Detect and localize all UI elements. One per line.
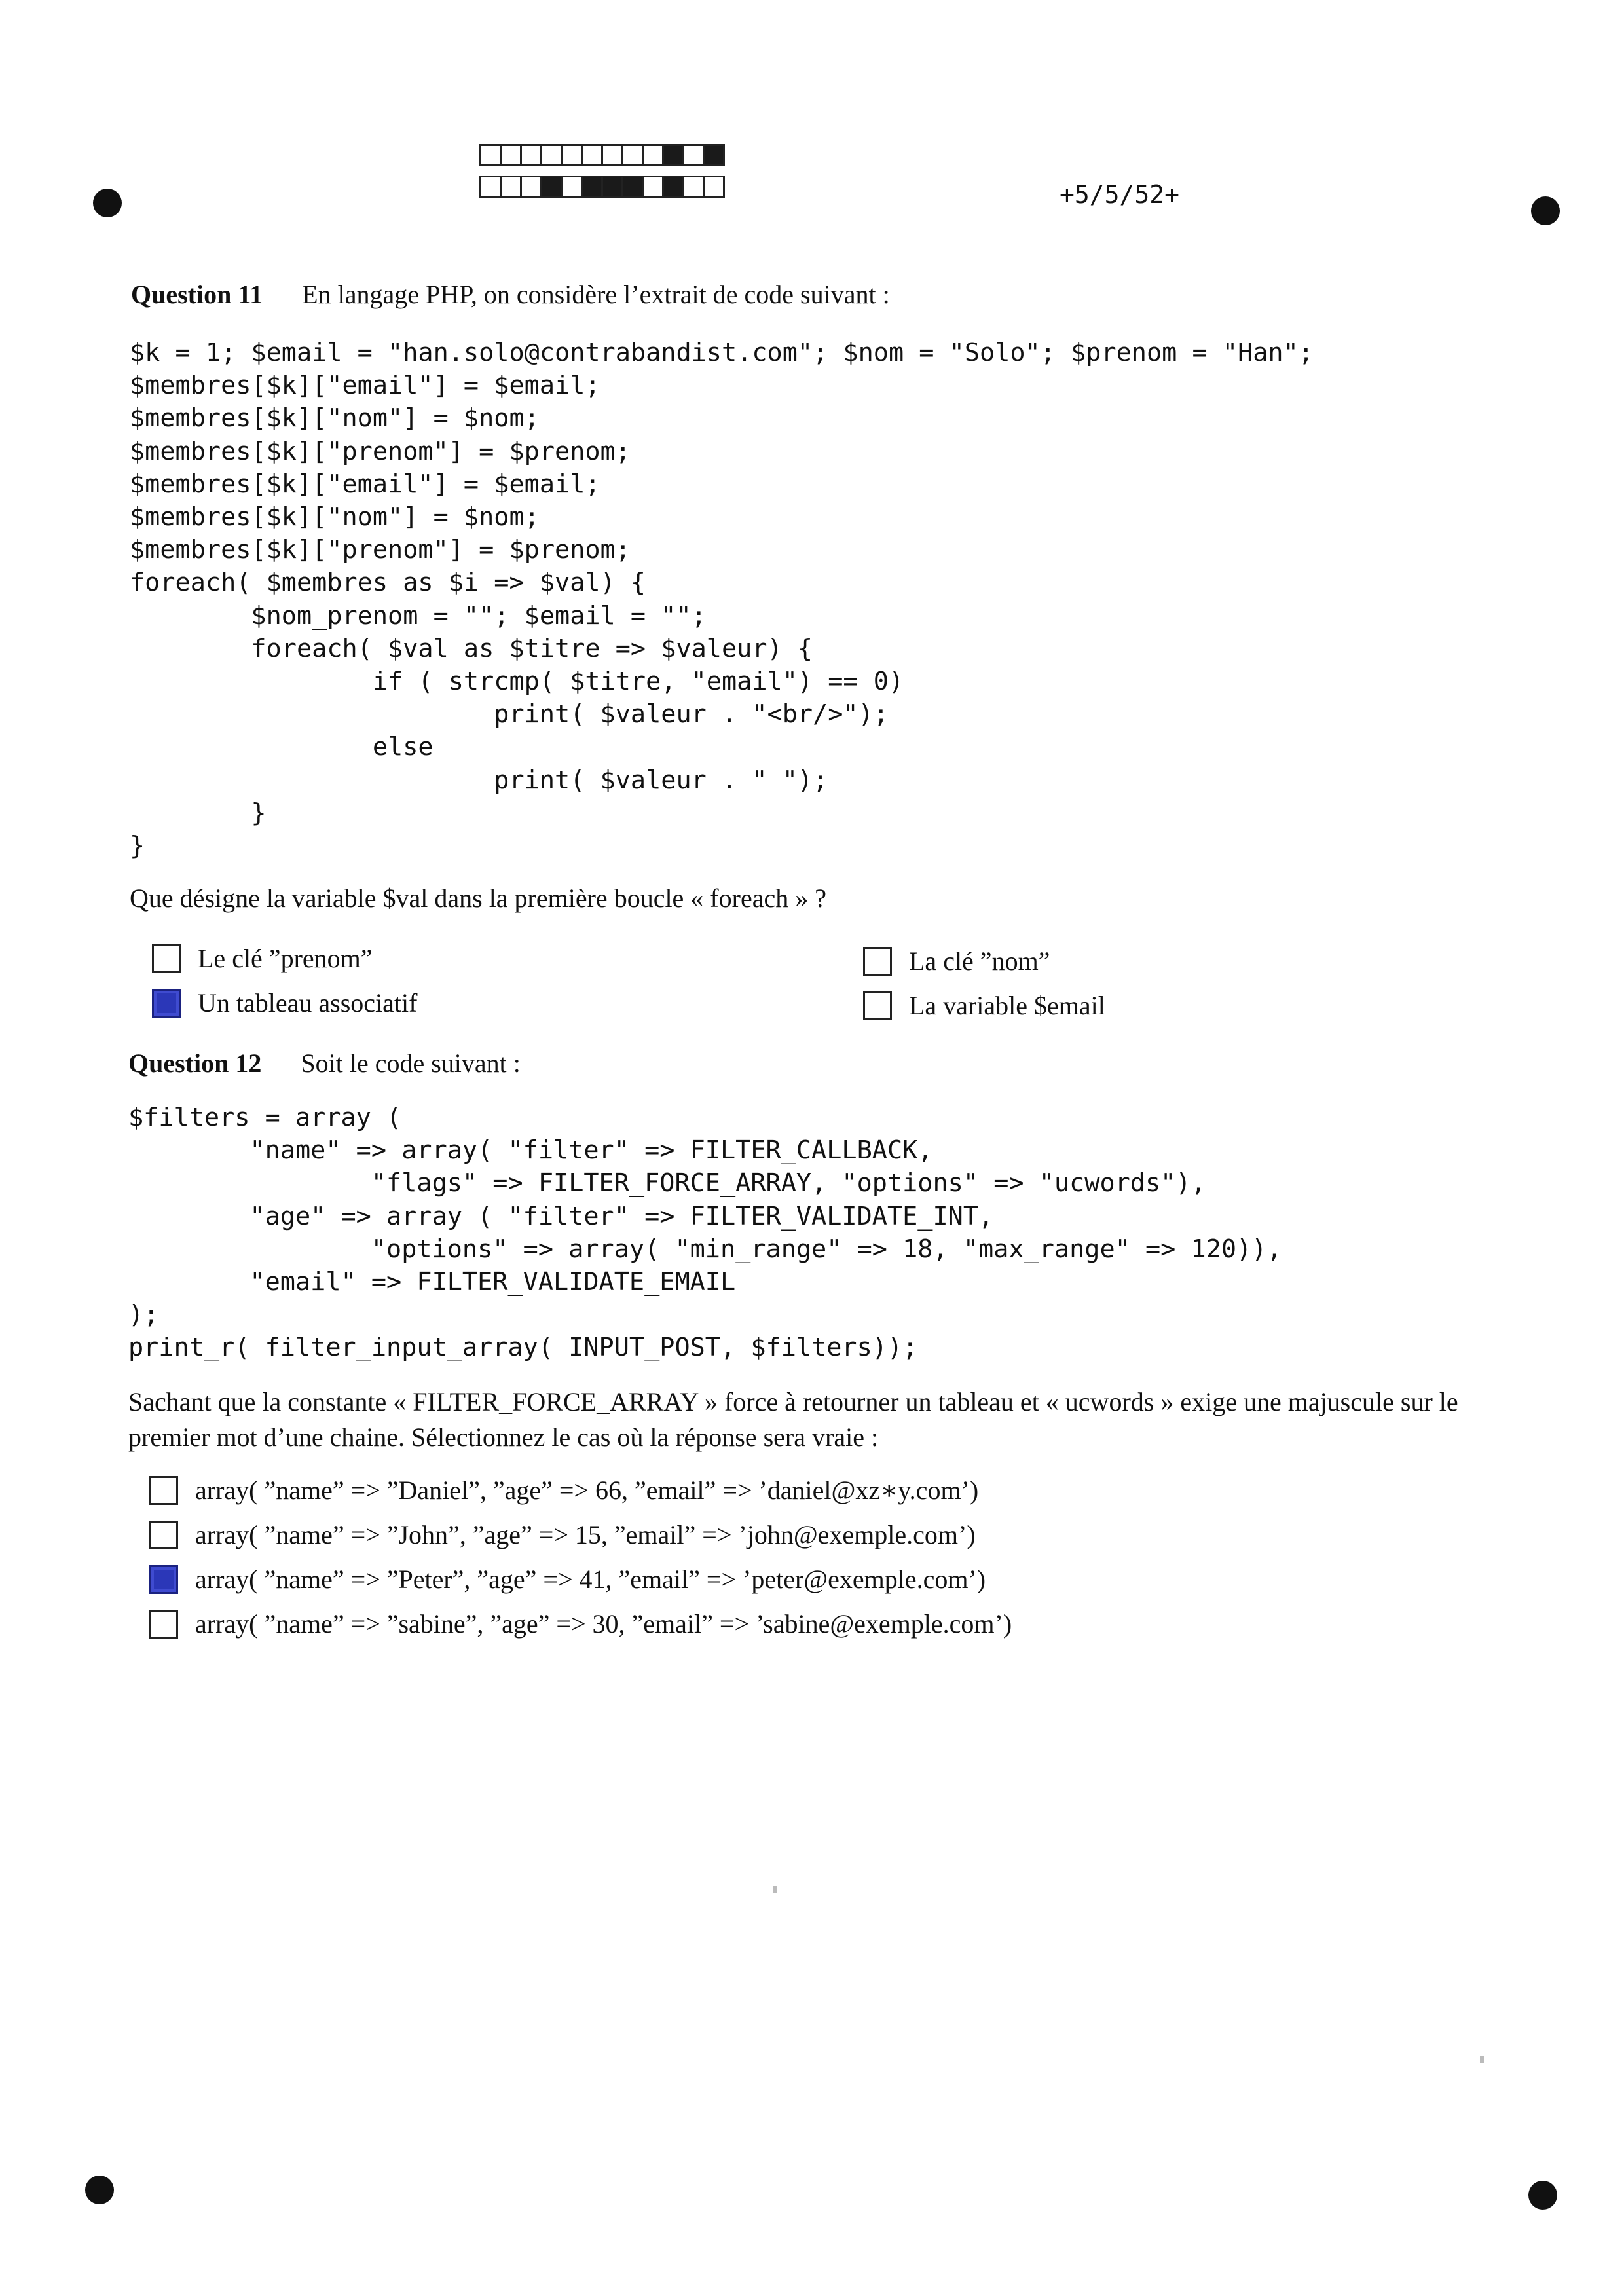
- option-label: array( ”name” => ”Daniel”, ”age” => 66, ”email” => ’daniel@xz∗y.com’): [195, 1475, 979, 1505]
- page-id: +5/5/52+: [1060, 180, 1180, 209]
- barcode-cell: [500, 144, 522, 166]
- checkbox[interactable]: [152, 944, 181, 973]
- option-label: array( ”name” => ”John”, ”age” => 15, ”email” => ’john@exemple.com’): [195, 1520, 976, 1549]
- question-12-header: [128, 1048, 521, 1079]
- question-prompt: En langage PHP, on considère l’extrait de code suivant :: [302, 280, 890, 309]
- option-label: Un tableau associatif: [198, 988, 418, 1018]
- barcode-cell: [601, 176, 623, 198]
- code-block-q12: $filters = array ( "name" => array( "filter" => FILTER_CALLBACK, "flags" => FILTER_FORCE_ARRAY, "options" => "ucwords"), "age" => array ( "filter" => FILTER_VALIDATE_INT, "options" => array( "min_range" => 18, "max_range" => 120)), "email" => FILTER_VALIDATE_EMAIL ); print_r( filter_input_array( INPUT_POST, $filters));: [128, 1103, 1282, 1363]
- scan-speck: [1480, 2056, 1484, 2063]
- barcode-cell: [682, 144, 705, 166]
- q12-option-3[interactable]: [149, 1564, 986, 1595]
- barcode-cell: [500, 176, 522, 198]
- checkbox[interactable]: [863, 991, 892, 1020]
- barcode-cell: [561, 176, 583, 198]
- question-number: Question 11: [131, 280, 263, 309]
- option-label: La clé ”nom”: [909, 946, 1050, 976]
- q11-option-3[interactable]: [863, 946, 1050, 976]
- code-block-q11: $k = 1; $email = "han.solo@contrabandist.com"; $nom = "Solo"; $prenom = "Han"; $membres[$k]["email"] = $email; $membres[$k]["nom"] = $nom; $membres[$k]["prenom"] = $prenom; $membres[$k]["email"] = $email; $membres[$k]["nom"] = $nom; $membres[$k]["prenom"] = $prenom; foreach( $membres as $i => $val) { $nom_prenom = ""; $email = ""; foreach( $val as $titre => $valeur) { if ( strcmp( $titre, "email") == 0) print( $valeur . "<br/>"); else print( $valeur . " "); } }: [130, 338, 1314, 861]
- q12-option-1[interactable]: [149, 1475, 978, 1506]
- q11-option-1[interactable]: [152, 943, 373, 974]
- registration-mark-top-left: [93, 189, 122, 217]
- checkbox[interactable]: [863, 947, 892, 976]
- checkbox[interactable]: [149, 1610, 178, 1639]
- option-label: array( ”name” => ”Peter”, ”age” => 41, ”email” => ’peter@exemple.com’): [195, 1565, 986, 1594]
- registration-mark-top-right: [1531, 196, 1560, 225]
- option-label: La variable $email: [909, 991, 1105, 1020]
- barcode-cell: [621, 144, 644, 166]
- barcode-cell: [520, 144, 542, 166]
- registration-mark-bottom-right: [1528, 2181, 1557, 2210]
- question-11-header: [131, 279, 890, 310]
- barcode-cell: [703, 176, 725, 198]
- question-number: Question 12: [128, 1048, 262, 1078]
- q12-option-4[interactable]: [149, 1608, 1012, 1639]
- barcode-cell: [540, 144, 563, 166]
- question-12-text: Sachant que la constante « FILTER_FORCE_ARRAY » force à retourner un tableau et « ucwords » exige une majuscule sur le premier mot d’une chaine. Sélectionnez le cas où la réponse sera vraie :: [128, 1387, 1458, 1452]
- barcode-cell: [479, 144, 502, 166]
- barcode-cell: [520, 176, 542, 198]
- checkbox[interactable]: [149, 1565, 178, 1594]
- barcode-cell: [581, 176, 603, 198]
- option-label: array( ”name” => ”sabine”, ”age” => 30, ”email” => ’sabine@exemple.com’): [195, 1609, 1012, 1639]
- barcode-cell: [642, 176, 664, 198]
- barcode-cell: [662, 144, 684, 166]
- barcode-cell: [621, 176, 644, 198]
- barcode-cell: [662, 176, 684, 198]
- checkbox[interactable]: [152, 989, 181, 1018]
- registration-mark-bottom-left: [85, 2176, 114, 2204]
- q11-option-4[interactable]: [863, 990, 1105, 1021]
- barcode-cell: [703, 144, 725, 166]
- question-11-text: Que désigne la variable $val dans la première boucle « foreach » ?: [130, 883, 826, 913]
- barcode-cell: [479, 176, 502, 198]
- barcode-row-1: [481, 144, 725, 166]
- question-prompt: Soit le code suivant :: [301, 1048, 521, 1078]
- barcode-cell: [540, 176, 563, 198]
- barcode-cell: [601, 144, 623, 166]
- barcode-cell: [682, 176, 705, 198]
- q11-option-2[interactable]: [152, 988, 417, 1018]
- barcode-cell: [642, 144, 664, 166]
- barcode-row-2: [481, 176, 725, 198]
- q12-option-2[interactable]: [149, 1519, 976, 1550]
- barcode-cell: [581, 144, 603, 166]
- scan-speck: [773, 1886, 777, 1893]
- checkbox[interactable]: [149, 1521, 178, 1549]
- checkbox[interactable]: [149, 1476, 178, 1505]
- option-label: Le clé ”prenom”: [198, 944, 373, 973]
- barcode-cell: [561, 144, 583, 166]
